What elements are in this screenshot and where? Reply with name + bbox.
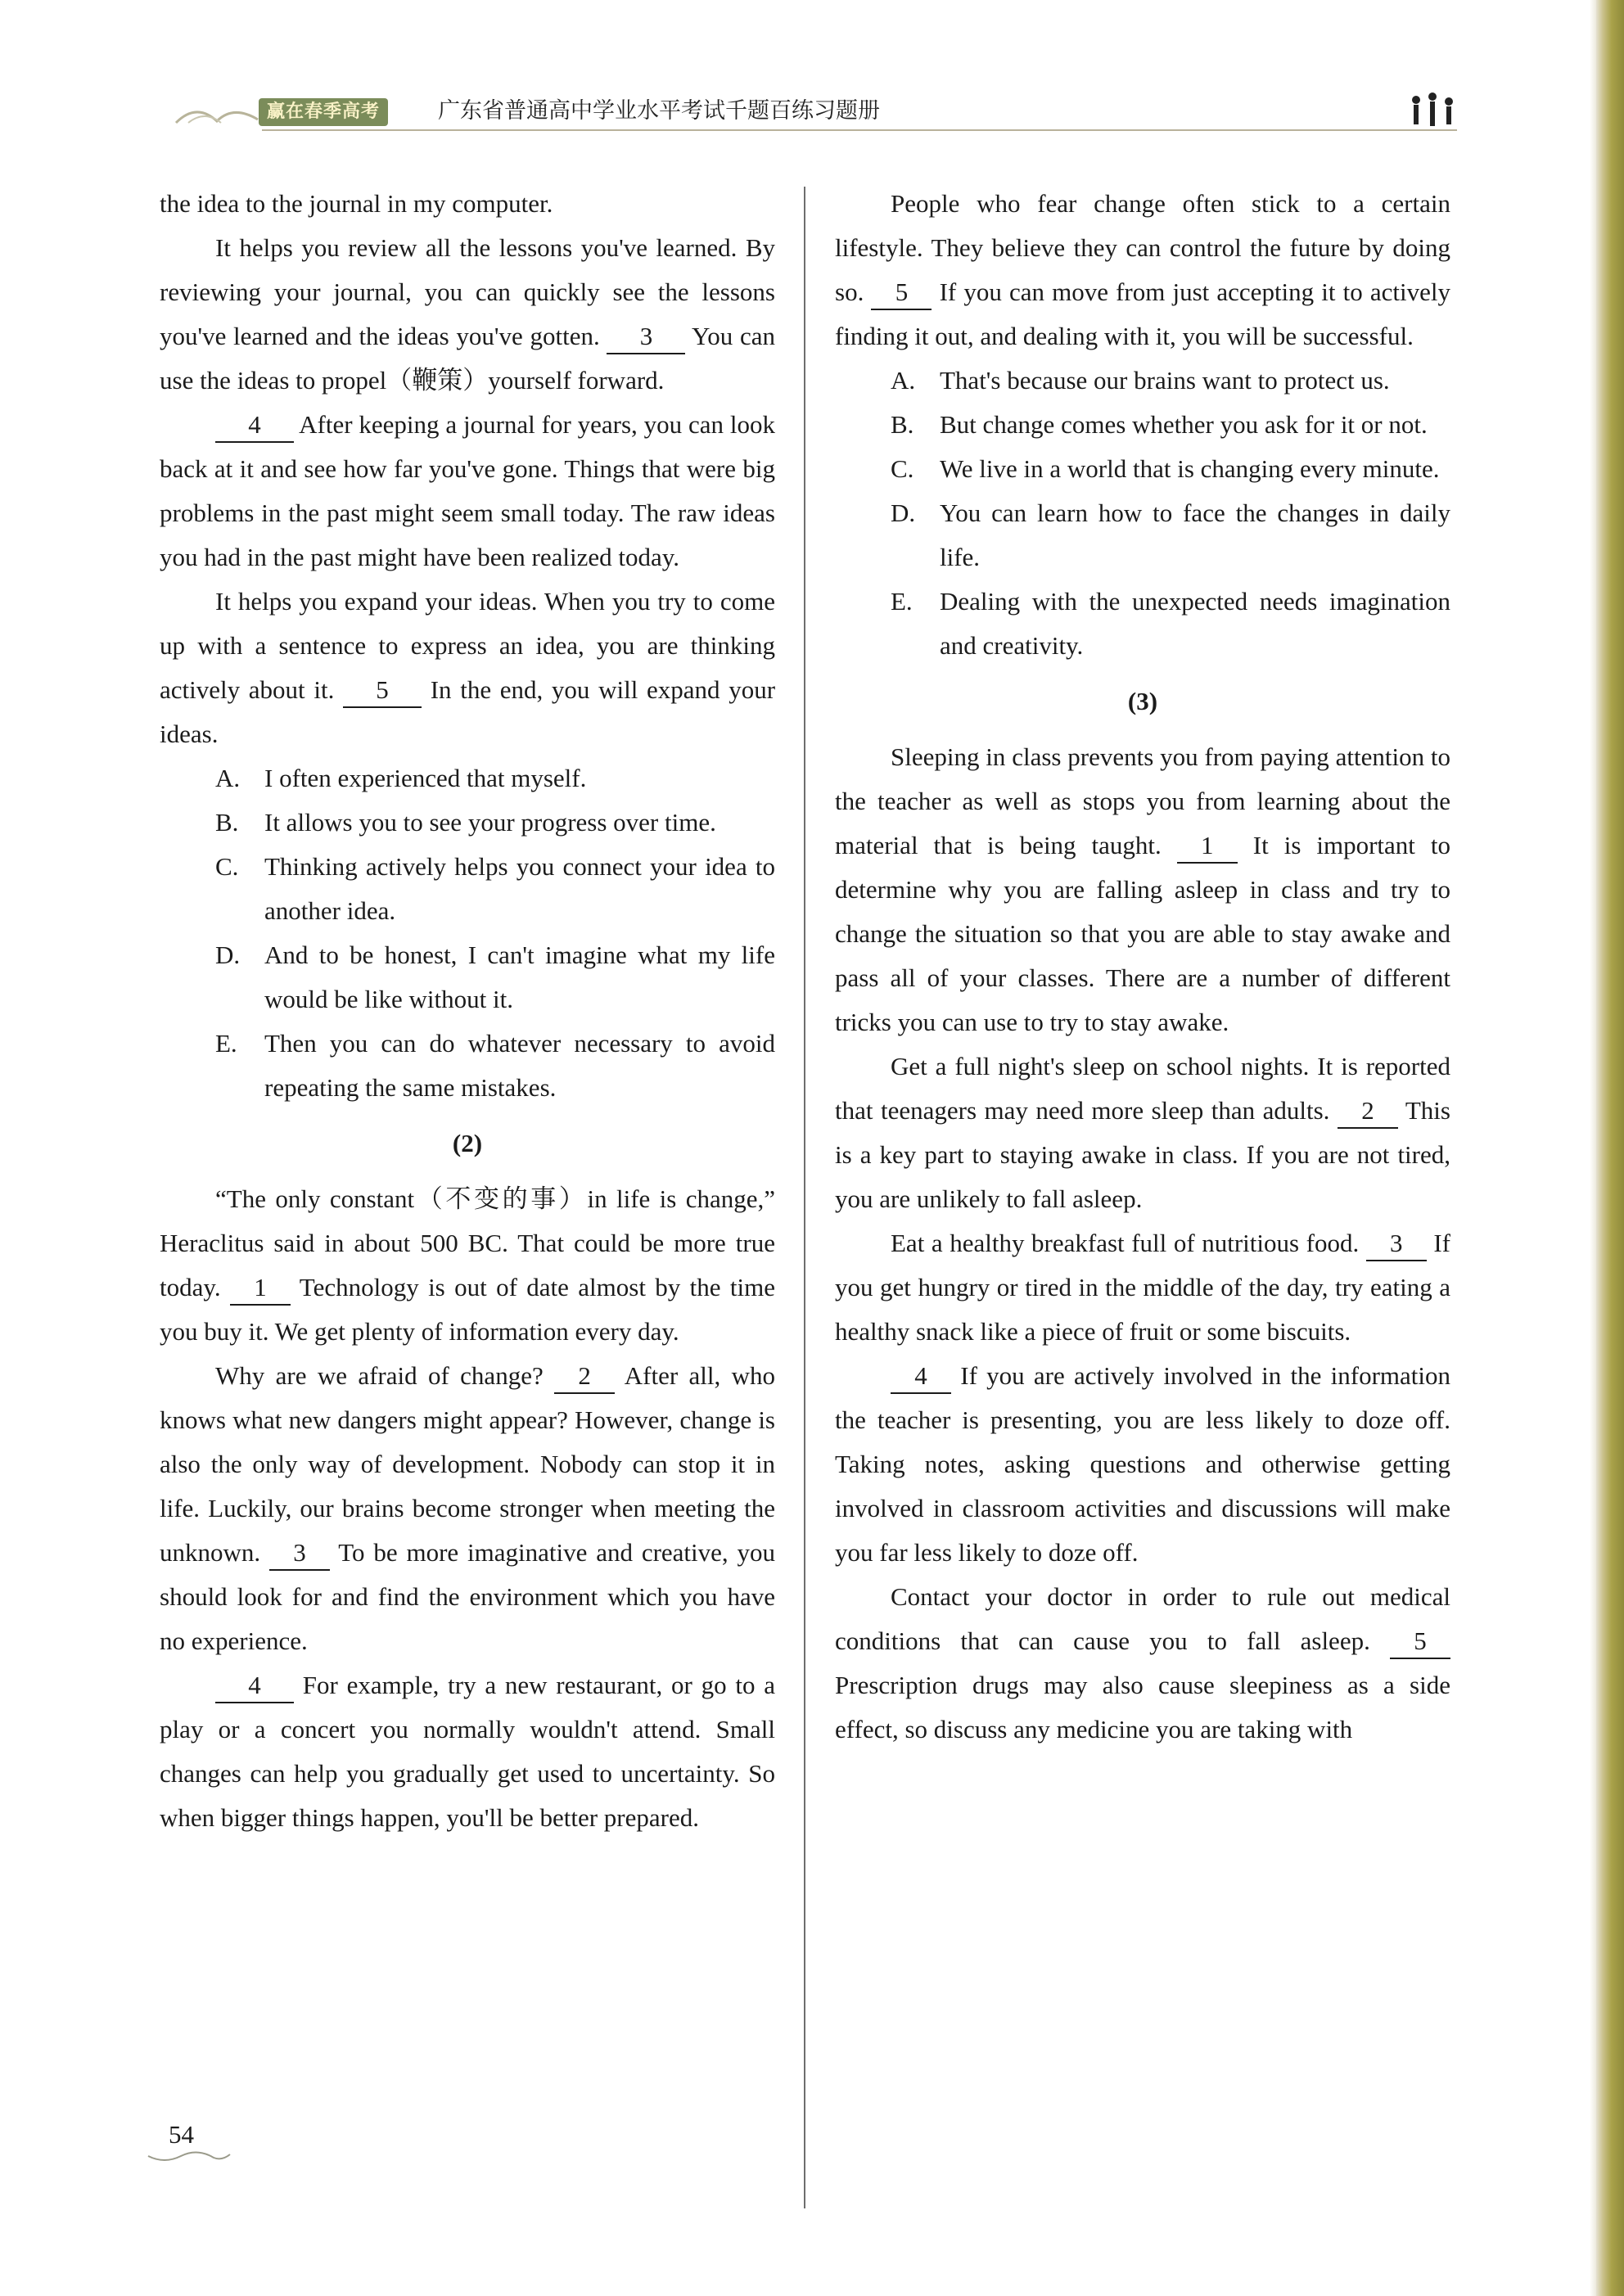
paragraph-text: Contact your doctor in order to rule out medical conditions that can cause you to fall asleep. xyxy=(835,1582,1450,1655)
option-letter: A. xyxy=(891,366,916,395)
answer-blank: 3 xyxy=(1366,1227,1427,1261)
option-letter: B. xyxy=(215,808,239,837)
answer-blank: 1 xyxy=(230,1271,291,1306)
page-number: 54 xyxy=(169,2120,194,2149)
section-title: (3) xyxy=(1127,687,1158,715)
paragraph xyxy=(160,403,775,580)
option-item xyxy=(160,756,775,801)
answer-blank: 2 xyxy=(554,1360,615,1394)
option-item xyxy=(160,801,775,845)
option-text: But change comes whether you ask for it or not. xyxy=(940,410,1428,439)
paragraph-text: Get a full night's sleep on school nights. It is reported that teenagers may need more sleep than adults. xyxy=(835,1052,1450,1125)
footer-flourish-icon xyxy=(144,2140,234,2164)
answer-blank: 4 xyxy=(215,408,294,443)
paragraph-text: After keeping a journal for years, you can look back at it and see how far you've gone. Things that were big problems in the past might seem small today. The raw ideas you had in the past might have been realized today. xyxy=(160,410,775,571)
paragraph-text: Sleeping in class prevents you from paying attention to the teacher as well as stops you from learning about the material that is being taught. xyxy=(835,742,1450,859)
option-text: You can learn how to face the changes in daily life. xyxy=(940,498,1450,571)
option-text: It allows you to see your progress over time. xyxy=(264,808,716,837)
paragraph-text: If you get hungry or tired in the middle of the day, try eating a healthy snack like a piece of fruit or some biscuits. xyxy=(835,1229,1451,1346)
option-letter: D. xyxy=(215,941,241,969)
option-text: And to be honest, I can't imagine what my life would be like without it. xyxy=(264,941,775,1013)
option-letter: E. xyxy=(215,1029,237,1058)
option-item xyxy=(835,447,1450,491)
paragraph-text: In the end, you will expand your ideas. xyxy=(160,675,776,748)
paragraph-text: If you are actively involved in the information the teacher is presenting, you are less likely to doze off. Taking notes, asking questions and otherwise getting involved in classroom activities and discussions will make you far less likely to doze off. xyxy=(835,1361,1451,1567)
header-brand: 赢在春季高考 xyxy=(259,98,388,126)
paragraph xyxy=(160,580,775,756)
page-edge-shadow xyxy=(1590,0,1596,2296)
left-column xyxy=(160,182,775,1840)
paragraph-text: To be more imaginative and creative, you should look for and find the environment which you have no experience. xyxy=(160,1538,775,1655)
paragraph-text: You can use the ideas to propel（鞭策）yourself forward. xyxy=(160,322,776,395)
paragraph-text: Why are we afraid of change? xyxy=(215,1361,544,1390)
option-item xyxy=(160,933,775,1022)
answer-blank: 1 xyxy=(1177,829,1238,864)
page-binding-edge xyxy=(1596,0,1624,2296)
option-item xyxy=(160,845,775,933)
paragraph xyxy=(160,226,775,403)
option-item xyxy=(835,359,1450,403)
option-letter: B. xyxy=(891,410,914,439)
header-title: 广东省普通高中学业水平考试千题百练习题册 xyxy=(438,98,880,124)
option-text: That's because our brains want to protect us. xyxy=(940,366,1390,395)
column-divider xyxy=(804,187,805,2208)
answer-blank: 5 xyxy=(871,276,932,310)
paragraph xyxy=(160,1663,775,1840)
answer-blank: 3 xyxy=(607,320,685,354)
section-title: (2) xyxy=(452,1129,483,1157)
option-text: Then you can do whatever necessary to avoid repeating the same mistakes. xyxy=(264,1029,775,1102)
paragraph xyxy=(835,1354,1450,1575)
paragraph-text: It helps you expand your ideas. When you try to come up with a sentence to express an idea, you are thinking actively about it. xyxy=(160,587,775,704)
paragraph-text: For example, try a new restaurant, or go to a play or a concert you normally wouldn't attend. Small changes can help you gradually get used to uncertainty. So when bigger things happen, you'll be better prepared. xyxy=(160,1671,776,1832)
option-item xyxy=(835,491,1450,580)
option-letter: E. xyxy=(891,587,913,616)
option-letter: A. xyxy=(215,764,241,792)
paragraph xyxy=(160,1177,775,1354)
paragraph xyxy=(835,1575,1450,1752)
paragraph xyxy=(160,1354,775,1663)
right-column xyxy=(835,182,1450,1752)
option-letter: C. xyxy=(215,852,239,881)
option-text: Dealing with the unexpected needs imagination and creativity. xyxy=(940,587,1450,660)
paragraph-text: It helps you review all the lessons you've learned. By reviewing your journal, you can quickly see the lessons you've learned and the ideas you've gotten. xyxy=(160,233,775,350)
paragraph xyxy=(835,182,1450,359)
answer-blank: 3 xyxy=(269,1536,330,1571)
option-item xyxy=(835,580,1450,668)
header-rule xyxy=(262,129,1457,131)
option-letter: C. xyxy=(891,454,914,483)
answer-blank: 4 xyxy=(891,1360,951,1394)
page-header xyxy=(156,88,1465,138)
paragraph-text: If you can move from just accepting it to actively finding it out, and dealing with it, you will be successful. xyxy=(835,277,1450,350)
answer-blank: 5 xyxy=(1390,1625,1450,1659)
paragraph: the idea to the journal in my computer. xyxy=(160,189,553,218)
option-item xyxy=(835,403,1450,447)
paragraph-text: People who fear change often stick to a certain lifestyle. They believe they can control the future by doing so. xyxy=(835,189,1450,306)
answer-blank: 4 xyxy=(215,1669,294,1703)
option-text: Thinking actively helps you connect your idea to another idea. xyxy=(264,852,775,925)
paragraph-text: Eat a healthy breakfast full of nutritious food. xyxy=(891,1229,1360,1257)
leaf-decoration-icon xyxy=(172,98,262,128)
option-letter: D. xyxy=(891,498,916,527)
paragraph-text: Prescription drugs may also cause sleepiness as a side effect, so discuss any medicine you are taking with xyxy=(835,1671,1450,1743)
paragraph xyxy=(835,1221,1450,1354)
answer-blank: 2 xyxy=(1338,1094,1398,1129)
paragraph-text: After all, who knows what new dangers might appear? However, change is also the only way of development. Nobody can stop it in life. Luckily, our brains become stronger when meeting the unknown. xyxy=(160,1361,776,1567)
option-text: We live in a world that is changing every minute. xyxy=(940,454,1440,483)
people-figures-icon xyxy=(1408,92,1457,133)
paragraph xyxy=(835,735,1450,1044)
paragraph-text: Technology is out of date almost by the time you buy it. We get plenty of information every day. xyxy=(160,1273,776,1346)
paragraph-text: “The only constant（不变的事）in life is change,” Heraclitus said in about 500 BC. That could be more true today. xyxy=(160,1184,775,1301)
option-text: I often experienced that myself. xyxy=(264,764,587,792)
paragraph xyxy=(835,1044,1450,1221)
option-item xyxy=(160,1022,775,1110)
paragraph-text: This is a key part to staying awake in class. If you are not tired, you are unlikely to fall asleep. xyxy=(835,1096,1450,1213)
paragraph-text: It is important to determine why you are falling asleep in class and try to change the situation so that you are able to stay awake and pass all of your classes. There are a number of different tricks you can use to try to stay awake. xyxy=(835,831,1451,1036)
answer-blank: 5 xyxy=(343,674,422,708)
